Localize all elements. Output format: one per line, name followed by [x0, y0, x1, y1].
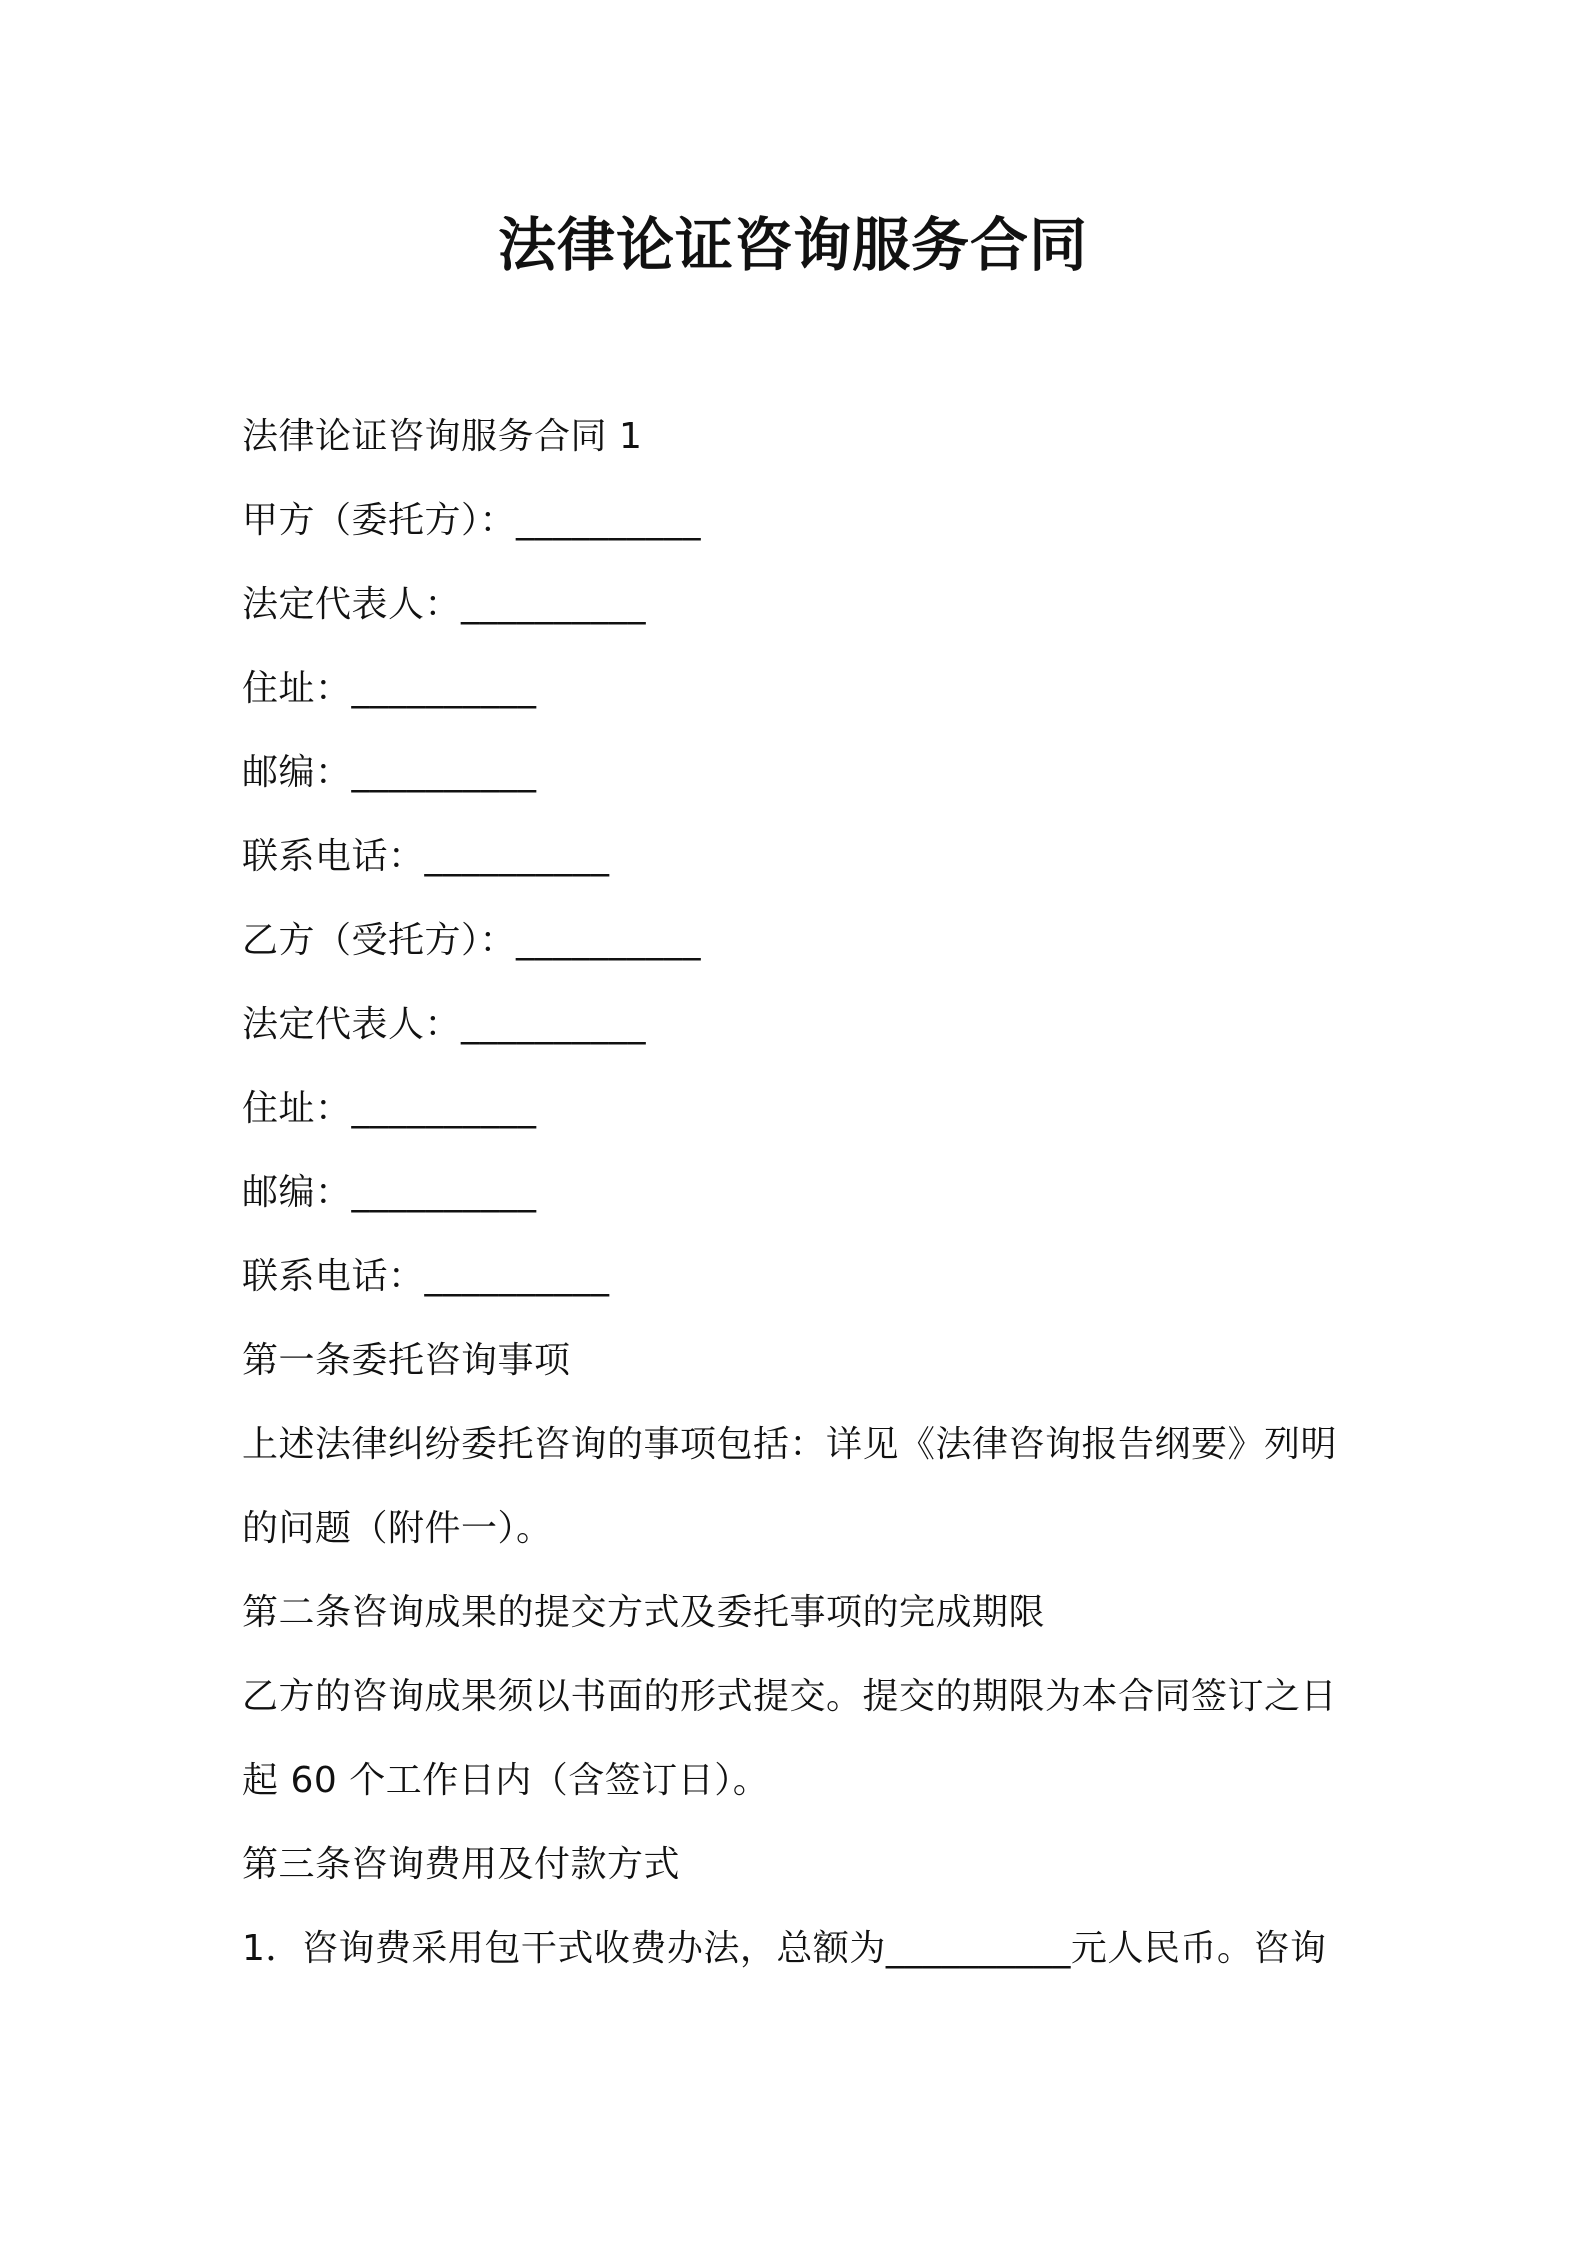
article-2-heading: 第二条咨询成果的提交方式及委托事项的完成期限	[242, 1592, 1046, 1633]
party-a-postcode-line: 邮编：__________	[242, 752, 537, 793]
party-b-address-line: 住址：__________	[242, 1088, 537, 1129]
party-b-phone-line: 联系电话：__________	[242, 1256, 610, 1297]
party-b-postcode-line: 邮编：__________	[242, 1172, 537, 1213]
article-3-heading: 第三条咨询费用及付款方式	[242, 1844, 681, 1885]
party-a-address-line: 住址：__________	[242, 668, 537, 709]
subtitle-line: 法律论证咨询服务合同 1	[242, 416, 643, 457]
party-a-line: 甲方（委托方）：__________	[242, 500, 702, 541]
article-2-text-line-2: 起 60 个工作日内（含签订日）。	[242, 1760, 770, 1801]
article-1-text-line-2: 的问题（附件一）。	[242, 1508, 553, 1549]
article-1-text-line-1: 上述法律纠纷委托咨询的事项包括：详见《法律咨询报告纲要》列明	[242, 1424, 1338, 1465]
party-b-line: 乙方（受托方）：__________	[242, 920, 702, 961]
party-a-phone-line: 联系电话：__________	[242, 836, 610, 877]
document-title: 法律论证咨询服务合同	[497, 211, 1088, 279]
party-a-representative-line: 法定代表人：__________	[242, 584, 647, 625]
document-body	[242, 395, 1362, 1991]
article-3-text-line-1: 1．咨询费采用包干式收费办法，总额为__________元人民币。咨询	[242, 1928, 1327, 1969]
article-2-text-line-1: 乙方的咨询成果须以书面的形式提交。提交的期限为本合同签订之日	[242, 1676, 1338, 1717]
party-b-representative-line: 法定代表人：__________	[242, 1004, 647, 1045]
article-1-heading: 第一条委托咨询事项	[242, 1340, 571, 1381]
